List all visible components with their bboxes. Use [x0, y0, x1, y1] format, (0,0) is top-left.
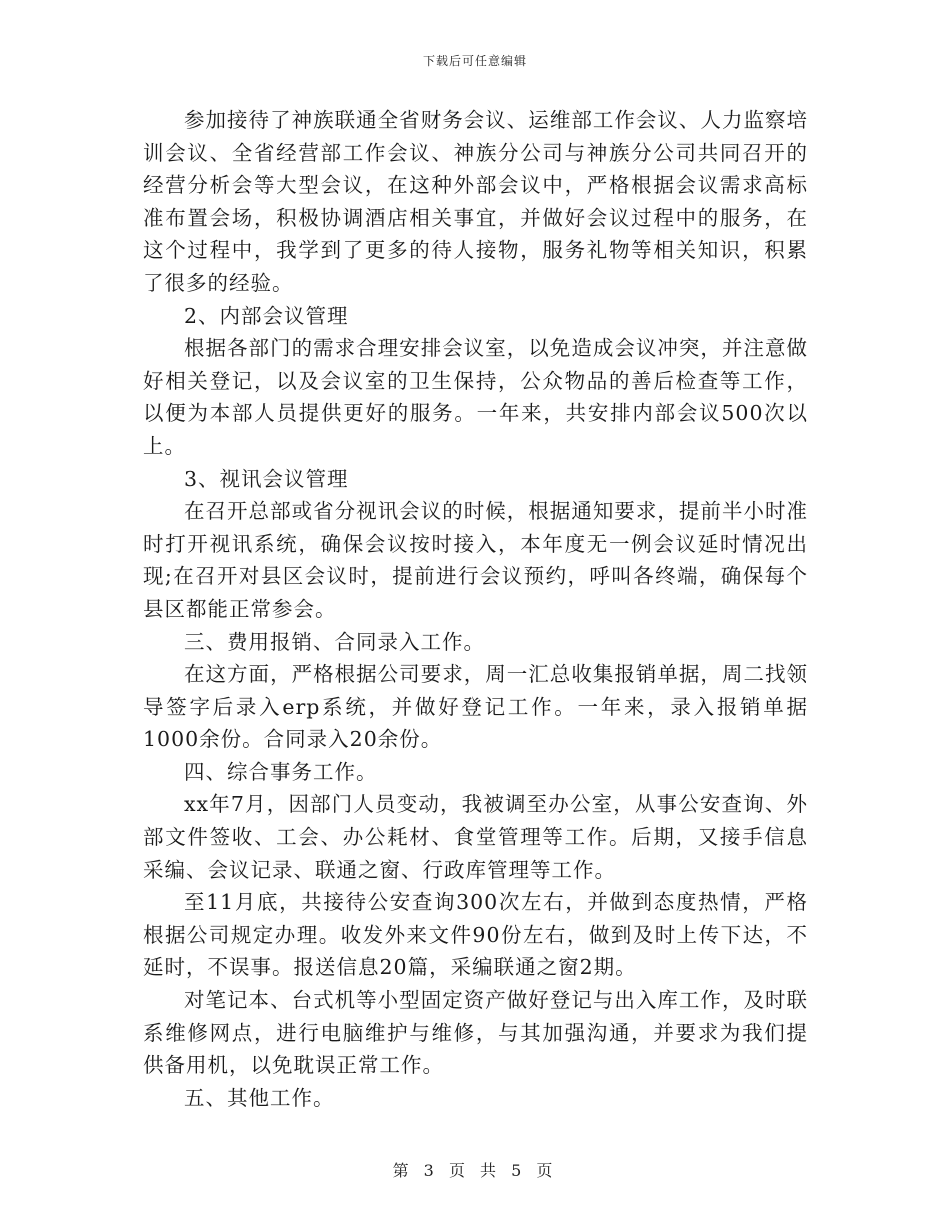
heading-video-meetings: 3、视讯会议管理	[184, 466, 349, 491]
paragraph-general-affairs: xx年7月，因部门人员变动，我被调至办公室，从事公安查询、外部文件签收、工会、办公耗材、食堂管理等工作。后期，又接手信息采编、会议记录、联通之窗、行政库管理等工作。	[143, 792, 808, 882]
paragraph-asset-management: 对笔记本、台式机等小型固定资产做好登记与出入库工作，及时联系维修网点，进行电脑维护与维修，与其加强沟通，并要求为我们提供备用机，以免耽误正常工作。	[143, 988, 808, 1078]
paragraph-november-summary: 至11月底，共接待公安查询300次左右，并做到态度热情，严格根据公司规定办理。收发外来文件90份左右，做到及时上传下达，不延时，不误事。报送信息20篇，采编联通之窗2期。	[143, 890, 808, 980]
paragraph-expense-contracts: 在这方面，严格根据公司要求，周一汇总收集报销单据，周二找领导签字后录入erp系统，并做好登记工作。一年来，录入报销单据1000余份。合同录入20余份。	[143, 662, 808, 752]
document-body	[143, 104, 808, 1114]
paragraph-external-meetings: 参加接待了神族联通全省财务会议、运维部工作会议、人力监察培训会议、全省经营部工作会议、神族分公司与神族分公司共同召开的经营分析会等大型会议，在这种外部会议中，严格根据会议需求高标准布置会场，积极协调酒店相关事宜，并做好会议过程中的服务，在这个过程中，我学到了更多的待人接物，服务礼物等相关知识，积累了很多的经验。	[143, 108, 808, 295]
page-footer: 第 3 页 共 5 页	[392, 1161, 558, 1180]
page-header: 下载后可任意编辑	[422, 54, 527, 68]
paragraph-video-meetings: 在召开总部或省分视讯会议的时候，根据通知要求，提前半小时准时打开视讯系统，确保会议按时接入，本年度无一例会议延时情况出现;在召开对县区会议时，提前进行会议预约，呼叫各终端，确保每个县区都能正常参会。	[143, 499, 808, 621]
heading-internal-meetings: 2、内部会议管理	[184, 303, 349, 328]
heading-other-work: 五、其他工作。	[184, 1085, 335, 1110]
heading-general-affairs: 四、综合事务工作。	[184, 759, 378, 784]
paragraph-internal-meetings: 根据各部门的需求合理安排会议室，以免造成会议冲突，并注意做好相关登记，以及会议室的卫生保持，公众物品的善后检查等工作，以便为本部人员提供更好的服务。一年来，共安排内部会议500次以上。	[143, 336, 808, 458]
heading-expense-contracts: 三、费用报销、合同录入工作。	[184, 629, 485, 654]
